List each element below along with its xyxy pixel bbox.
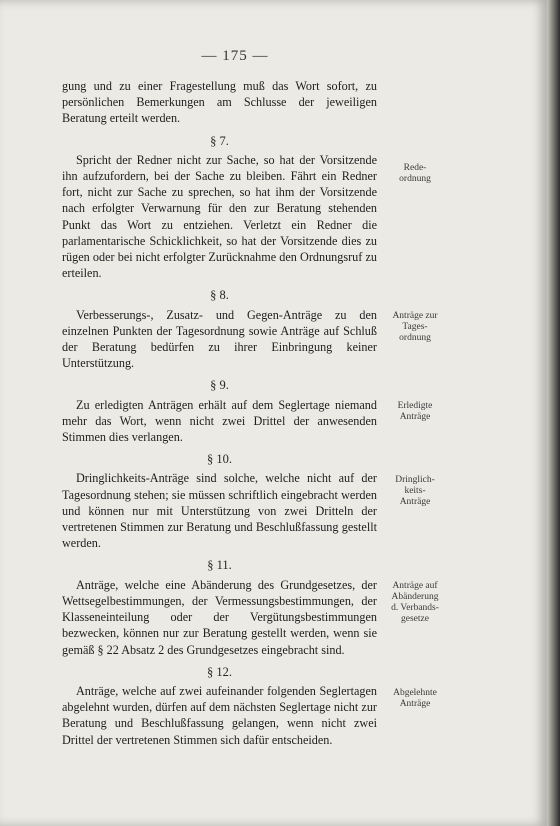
margin-note: Dringlich- keits- Anträge	[395, 475, 435, 508]
section-12	[62, 664, 437, 748]
page-body	[62, 78, 439, 748]
section-9	[62, 377, 433, 445]
margin-note: Rede- ordnung	[399, 162, 431, 184]
section-11	[62, 557, 439, 657]
section-text: Spricht der Redner nicht zur Sache, so hat der Vorsitzende ihn aufzufordern, bei der Sache zu bleiben. Fährt ein Redner fort, nicht zur Sache zu sprechen, so hat ihm der Vorsitzende nach erfolgter Verwarnung für den zur Beratung stehenden Punkt das Wort zu entziehen. Verletzt ein Redner die parlamentarische Schicklichkeit, so hat der Vorsitzende dies zu rügen oder bei nicht erfolgter Zurücknahme den Ordnungsruf zu erteilen.	[62, 152, 377, 281]
section-heading: § 8.	[210, 288, 229, 303]
section-text: Anträge, welche eine Abänderung des Grundgesetzes, der Wettsegelbestimmungen, der Vermessungsbestimmungen, der Klasseneinteilung oder der Vergütungsbestimmungen bezwecken, können nur zur Beratung gestellt werden, wenn sie gemäß § 22 Absatz 2 des Grundgesetzes eingebracht sind.	[62, 577, 377, 657]
section-text: Anträge, welche auf zwei aufeinander folgenden Seglertagen abgelehnt wurden, dürfen auf dem nächsten Seglertage nicht zur Beratung und Beschlußfassung gelangen, wenn nicht zwei Drittel der vertretenen Stimmen sich dafür entscheiden.	[62, 683, 377, 747]
section-heading: § 10.	[207, 452, 232, 467]
section-text: Zu erledigten Anträgen erhält auf dem Seglertage niemand mehr das Wort, wenn nicht zwei Drittel der anwesenden Stimmen dies verlangen.	[62, 397, 377, 445]
section-8	[62, 287, 438, 371]
section-heading: § 7.	[210, 133, 229, 148]
margin-note: Abgelehnte Anträge	[393, 687, 437, 709]
section-10	[62, 451, 435, 551]
section-7	[62, 133, 431, 282]
section-heading: § 12.	[207, 664, 232, 679]
page-number: — 175 —	[201, 48, 269, 64]
margin-note: Erledigte Anträge	[397, 401, 433, 423]
section-text: Verbesserungs-, Zusatz- und Gegen-Anträge zu den einzelnen Punkten der Tagesordnung sowie Anträge auf Schluß der Beratung bedürfen zu ihrer Einbringung keiner Unterstützung.	[62, 307, 377, 371]
section-text: Dringlichkeits-Anträge sind solche, welche nicht auf der Tagesordnung stehen; sie müssen schriftlich eingebracht werden und können nur mit Unterstützung von zwei Dritteln der vertretenen Stimmen zur Beratung und Beschlußfassung gestellt werden.	[62, 471, 377, 551]
section-heading: § 11.	[207, 558, 232, 573]
section-heading: § 9.	[210, 378, 229, 393]
margin-note: Anträge auf Abänderung d. Verbands- gesetze	[391, 581, 439, 625]
intro-paragraph: gung und zu einer Fragestellung muß das Wort sofort, zu persönlichen Bemerkungen am Schlusse der jeweiligen Beratung erteilt werden.	[62, 79, 377, 126]
page-edge-shadow	[547, 0, 560, 826]
margin-note: Anträge zur Tages- ordnung	[392, 311, 438, 344]
